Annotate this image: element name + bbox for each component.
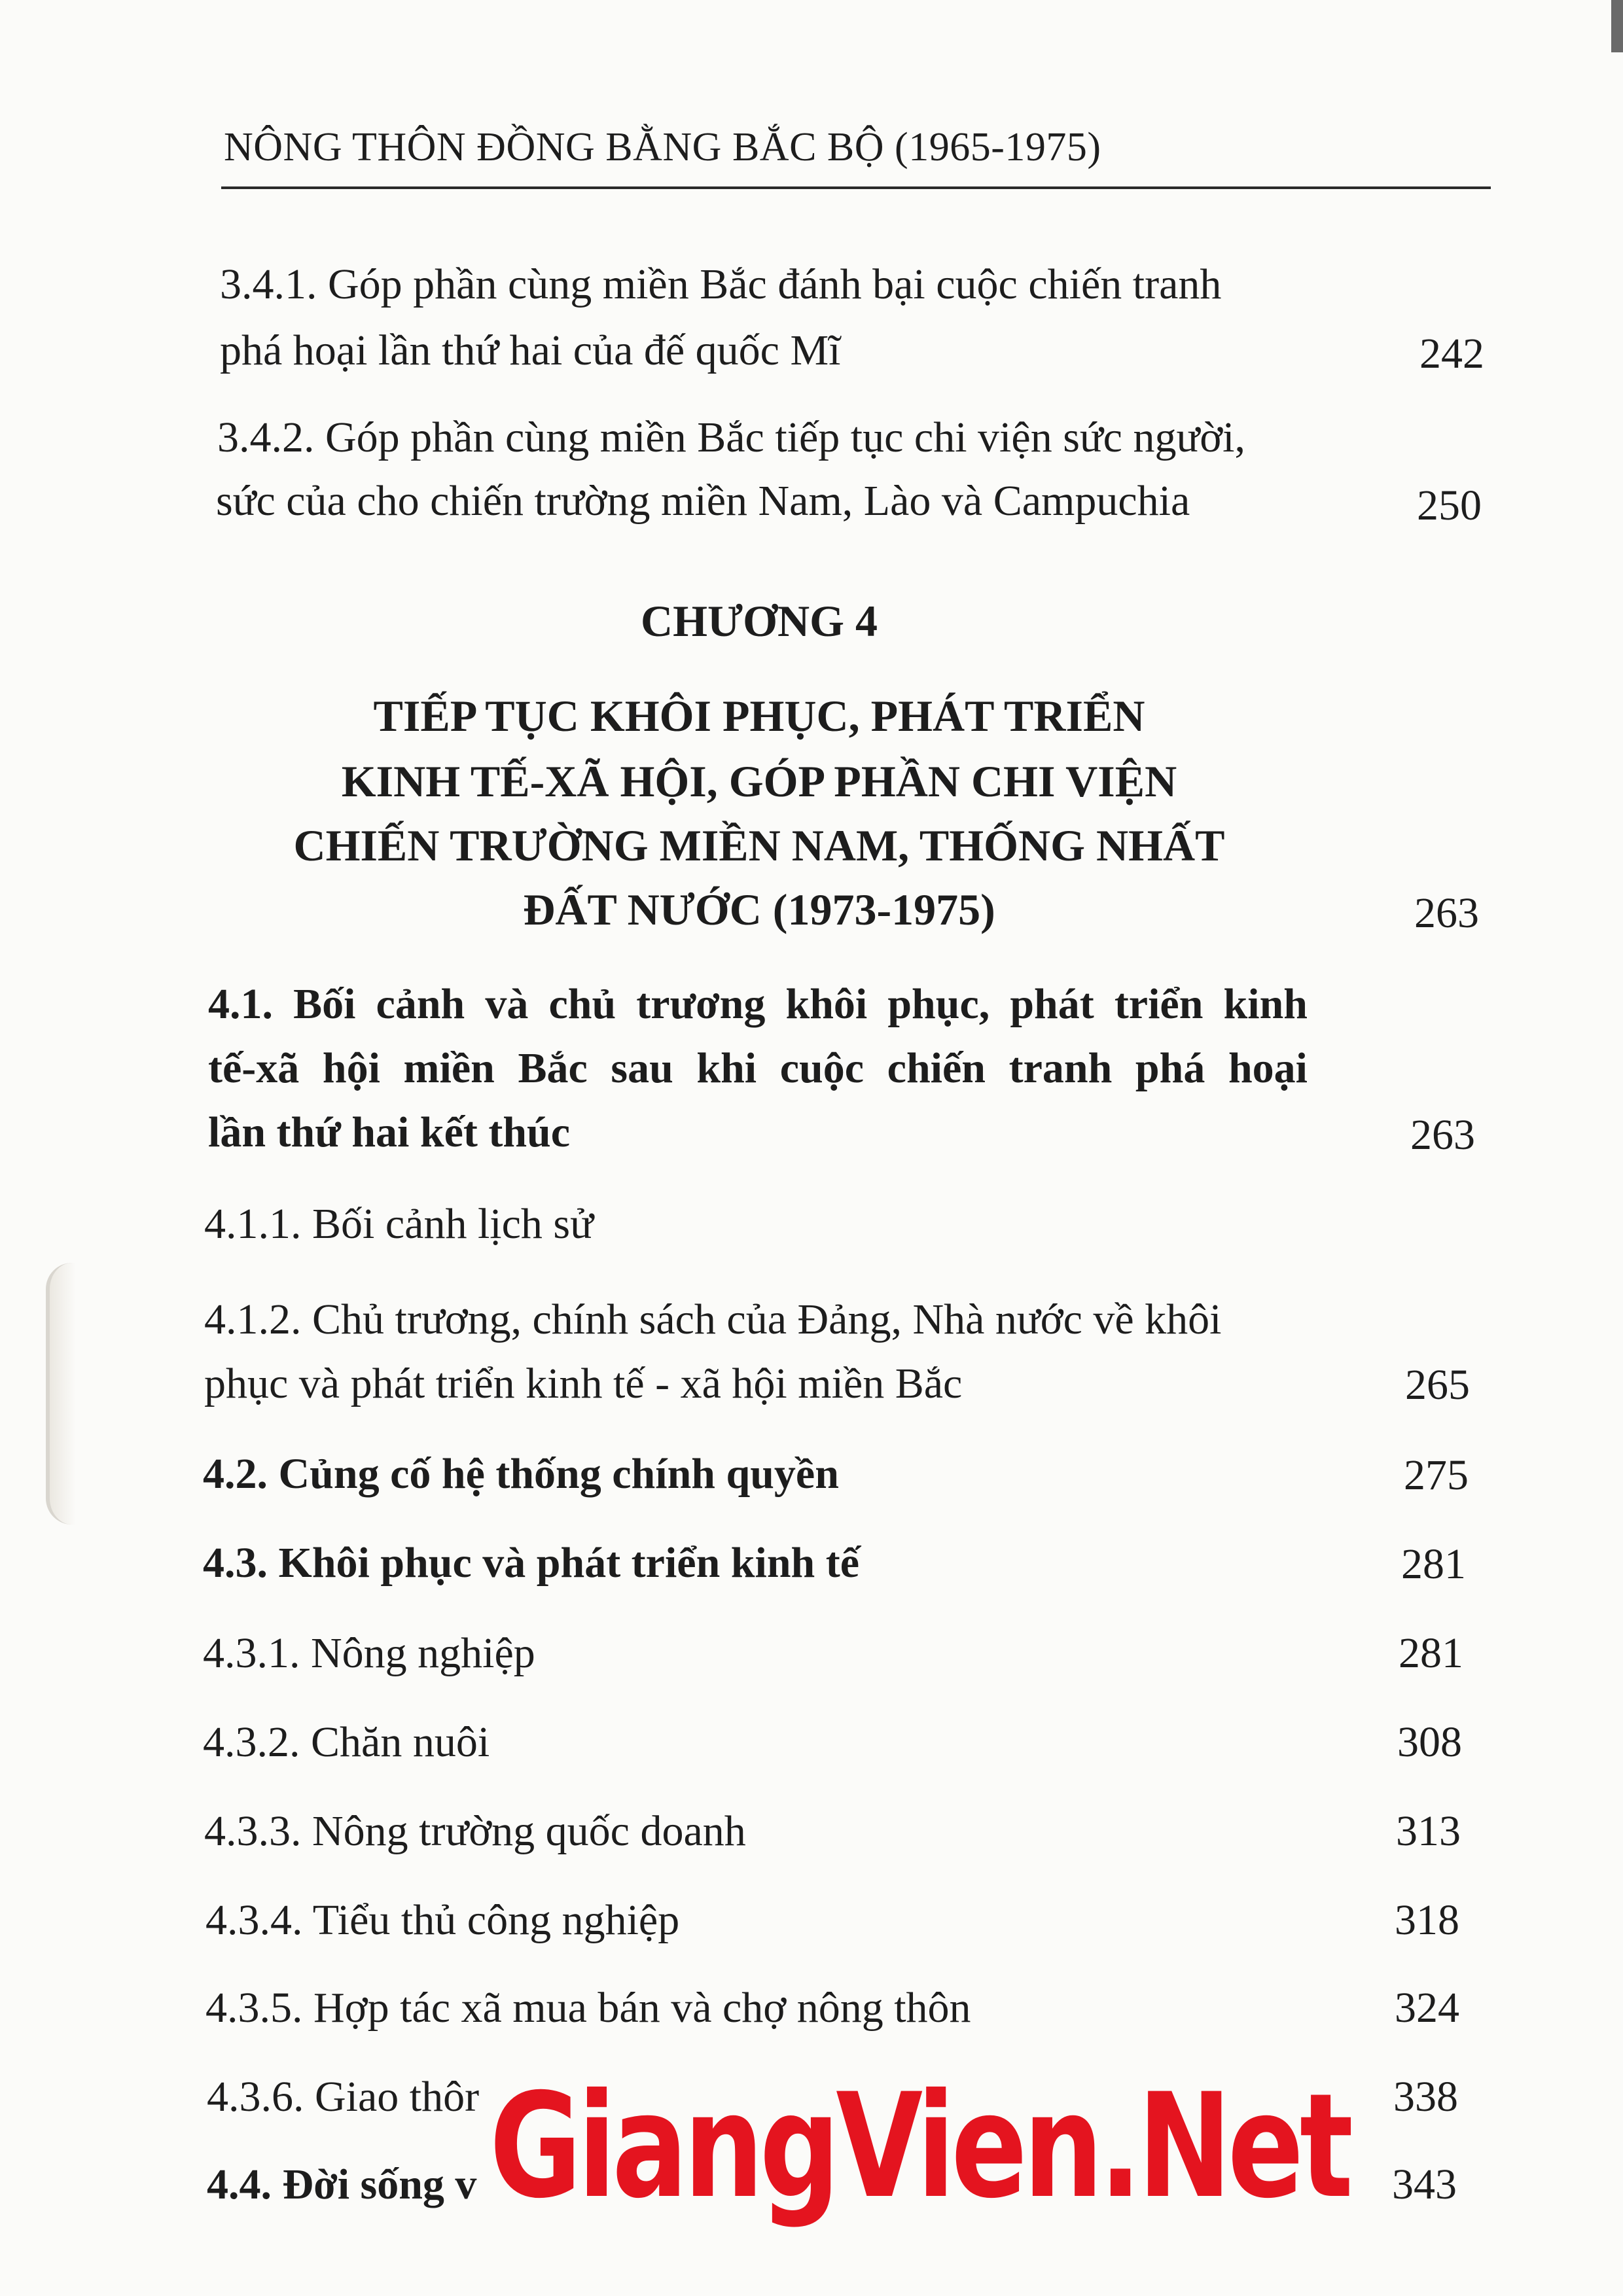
toc-page-number: 250 — [1417, 482, 1482, 529]
toc-entry-4-3-4: 4.3.4. Tiểu thủ công nghiệp — [205, 1896, 680, 1944]
toc-entry-4-3-2: 4.3.2. Chăn nuôi — [203, 1718, 490, 1766]
toc-entry-4-1-2-line1: 4.1.2. Chủ trương, chính sách của Đảng, Nhà nước về khôi — [204, 1296, 1222, 1343]
section-4-1-line2: tế-xã hội miền Bắc sau khi cuộc chiến tranh phá hoại — [208, 1044, 1308, 1092]
toc-entry-4-1-2-line2: phục và phát triển kinh tế - xã hội miền Bắc — [204, 1360, 963, 1407]
toc-entry-3-4-2-line1: 3.4.2. Góp phần cùng miền Bắc tiếp tục chi viện sức người, — [217, 414, 1245, 461]
chapter-title-line: KINH TẾ-XÃ HỘI, GÓP PHẦN CHI VIỆN — [341, 756, 1177, 806]
toc-page-number: 265 — [1405, 1361, 1470, 1409]
chapter-title-line: TIẾP TỤC KHÔI PHỤC, PHÁT TRIỂN — [373, 691, 1145, 741]
chapter-label: CHƯƠNG 4 — [640, 596, 878, 646]
toc-page-number: 343 — [1392, 2161, 1457, 2208]
toc-entry-4-1-1: 4.1.1. Bối cảnh lịch sử — [204, 1200, 594, 1248]
toc-entry-4-3-6: 4.3.6. Giao thôr — [207, 2073, 480, 2121]
toc-page-number: 263 — [1414, 889, 1479, 937]
toc-page-number: 242 — [1419, 330, 1484, 378]
toc-page-number: 281 — [1399, 1629, 1463, 1677]
chapter-title-line: CHIẾN TRƯỜNG MIỀN NAM, THỐNG NHẤT — [293, 821, 1225, 870]
toc-entry-3-4-1-line1: 3.4.1. Góp phần cùng miền Bắc đánh bại cuộc chiến tranh — [220, 260, 1222, 308]
header-rule — [221, 186, 1491, 189]
toc-entry-4-3-1: 4.3.1. Nông nghiệp — [203, 1629, 535, 1677]
page-edge-shadow — [1584, 0, 1623, 52]
toc-page-number: 313 — [1396, 1807, 1461, 1855]
toc-entry-4-3-3: 4.3.3. Nông trường quốc doanh — [204, 1807, 746, 1855]
section-4-1-line3: lần thứ hai kết thúc — [208, 1108, 571, 1156]
toc-entry-4-2: 4.2. Củng cố hệ thống chính quyền — [203, 1450, 839, 1498]
toc-page-number: 281 — [1401, 1540, 1466, 1588]
toc-entry-3-4-1-line2: phá hoại lần thứ hai của đế quốc Mĩ — [220, 327, 841, 374]
toc-page-number: 338 — [1393, 2073, 1458, 2121]
binding-edge — [46, 1263, 76, 1525]
section-4-1-line1: 4.1. Bối cảnh và chủ trương khôi phục, phát triển kinh — [208, 980, 1308, 1028]
chapter-title-line: ĐẤT NƯỚC (1973-1975) — [523, 885, 995, 934]
running-head: NÔNG THÔN ĐỒNG BẰNG BẮC BỘ (1965-1975) — [224, 125, 1101, 169]
toc-page-number: 324 — [1395, 1984, 1459, 2032]
toc-page-number: 275 — [1404, 1451, 1469, 1499]
toc-entry-3-4-2-line2: sức của cho chiến trường miền Nam, Lào và Campuchia — [216, 477, 1190, 525]
toc-page-number: 318 — [1395, 1896, 1459, 1944]
toc-entry-4-3: 4.3. Khôi phục và phát triển kinh tế — [203, 1539, 860, 1587]
toc-page-number: 263 — [1410, 1111, 1475, 1159]
toc-entry-4-4: 4.4. Đời sống v — [207, 2161, 477, 2208]
toc-page-number: 308 — [1397, 1718, 1462, 1766]
watermark-logo: GiangVien.Net — [490, 2062, 1349, 2230]
toc-entry-4-3-5: 4.3.5. Hợp tác xã mua bán và chợ nông thôn — [205, 1984, 971, 2032]
